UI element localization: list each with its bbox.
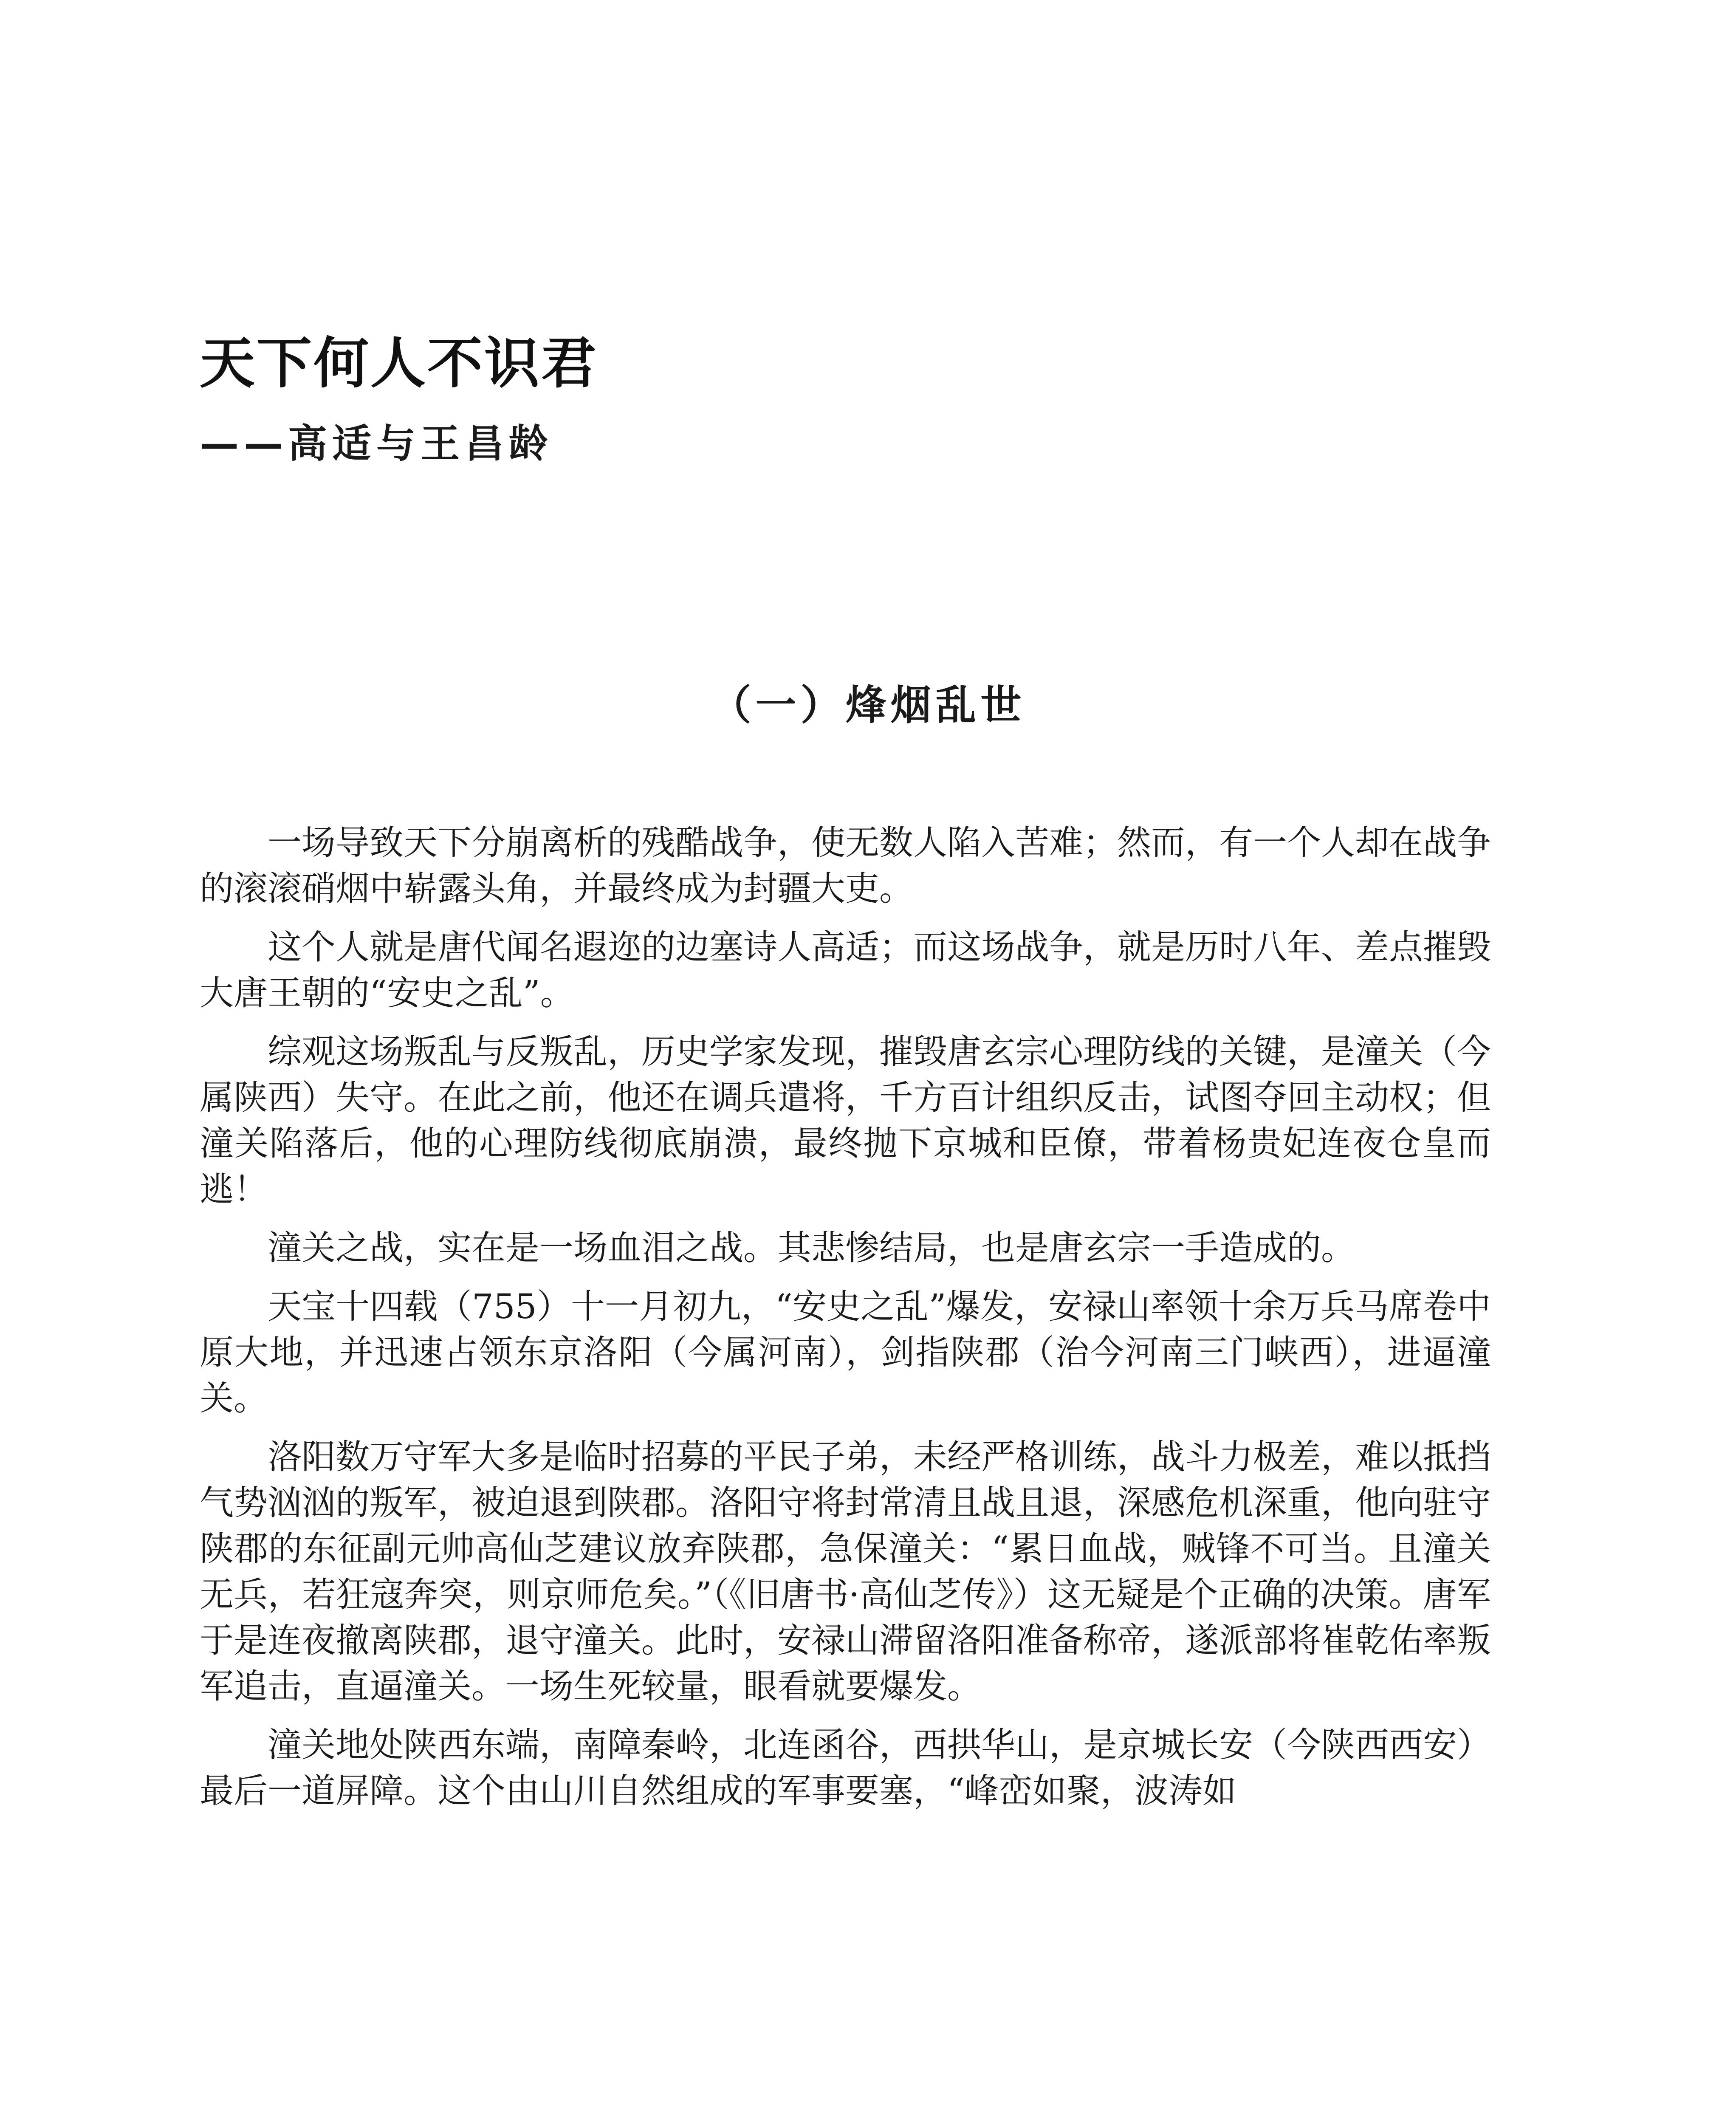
- paragraph: 天宝十四载（755）十一月初九，“安史之乱”爆发，安禄山率领十余万兵马席卷中原大地，并迅速占领东京洛阳（今属河南），剑指陕郡（治今河南三门峡西），进逼潼关。: [200, 1287, 1491, 1418]
- paragraph: 洛阳数万守军大多是临时招募的平民子弟，未经严格训练，战斗力极差，难以抵挡气势汹汹的叛军，被迫退到陕郡。洛阳守将封常清且战且退，深感危机深重，他向驻守陕郡的东征副元帅高仙芝建议放弃陕郡，急保潼关：“累日血战，贼锋不可当。且潼关无兵，若狂寇奔突，则京师危矣。”（《旧唐书·高仙芝传》）这无疑是个正确的决策。唐军于是连夜撤离陕郡，退守潼关。此时，安禄山滞留洛阳准备称帝，遂派部将崔乾佑率叛军追击，直逼潼关。一场生死较量，眼看就要爆发。: [200, 1437, 1491, 1706]
- paragraph: 潼关地处陕西东端，南障秦岭，北连函谷，西拱华山，是京城长安（今陕西西安）最后一道屏障。这个由山川自然组成的军事要塞，“峰峦如聚，波涛如: [200, 1725, 1491, 1810]
- paragraph: 潼关之战，实在是一场血泪之战。其悲惨结局，也是唐玄宗一手造成的。: [268, 1228, 1355, 1268]
- paragraph: 综观这场叛乱与反叛乱，历史学家发现，摧毁唐玄宗心理防线的关键，是潼关（今属陕西）失守。在此之前，他还在调兵遣将，千方百计组织反击，试图夺回主动权；但潼关陷落后，他的心理防线彻底崩溃，最终抛下京城和臣僚，带着杨贵妃连夜仓皇而逃！: [200, 1032, 1491, 1209]
- chapter-subtitle: ——高适与王昌龄: [200, 421, 553, 466]
- chapter-title: 天下何人不识君: [200, 331, 598, 395]
- paragraph: 一场导致天下分崩离析的残酷战争，使无数人陷入苦难；然而，有一个人却在战争的滚滚硝烟中崭露头角，并最终成为封疆大吏。: [200, 823, 1491, 908]
- body-text: [200, 820, 1491, 1827]
- section-heading: （一）烽烟乱世: [710, 681, 1026, 729]
- paragraph: 这个人就是唐代闻名遐迩的边塞诗人高适；而这场战争，就是历时八年、差点摧毁大唐王朝的“安史之乱”。: [200, 927, 1491, 1013]
